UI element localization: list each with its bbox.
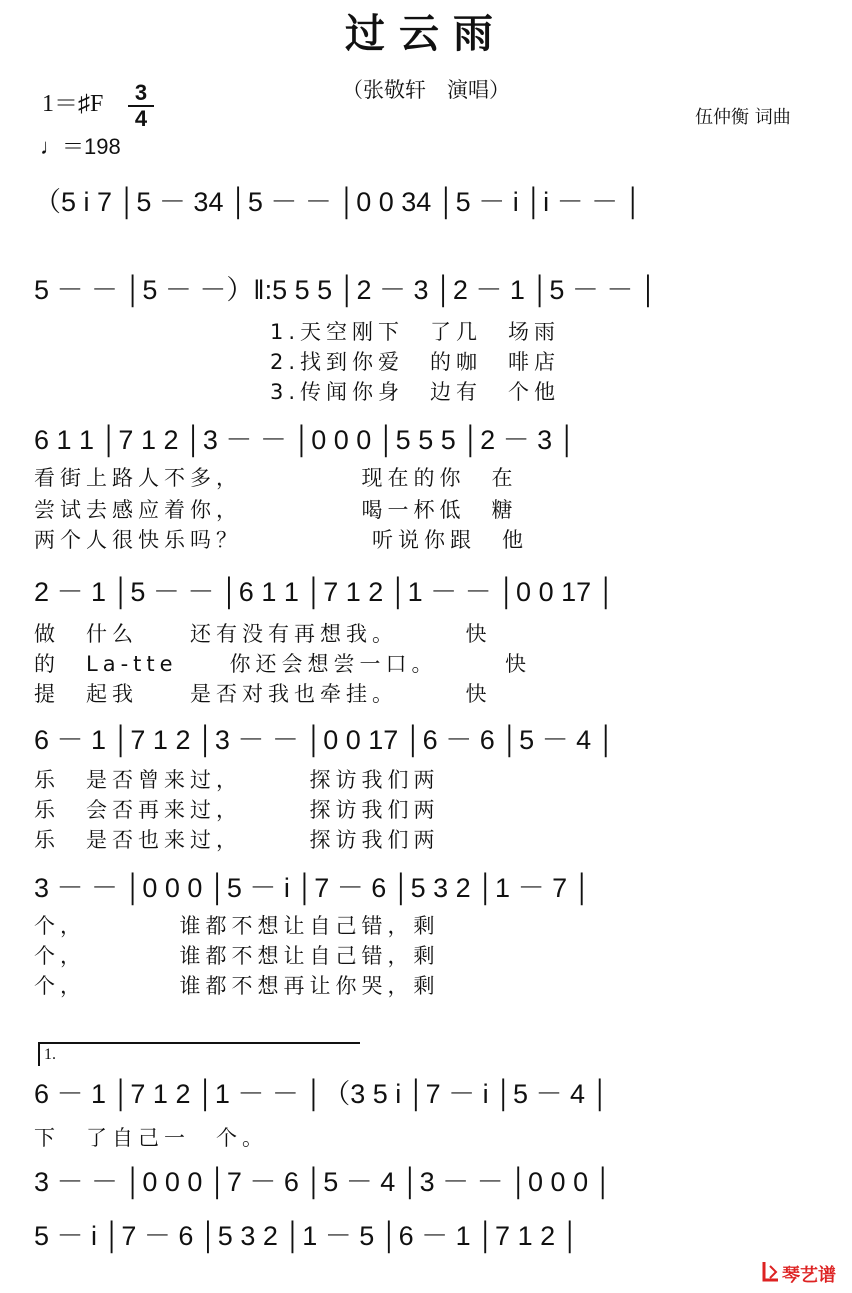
key-signature: 1＝♯F: [42, 91, 104, 117]
lyric-line: 的 La-tte 你还会想尝一口。 快: [34, 652, 532, 676]
lyric-line: 1.天空刚下 了几 场雨: [270, 320, 561, 344]
lyric-line: 乐 是否也来过， 探访我们两: [34, 828, 440, 852]
lyric-line: 个， 谁都不想让自己错，剩: [34, 944, 440, 968]
notation-row-6: 3 － － │0 0 0 │5 － i │7 － 6 │5 3 2 │1 － 7 │: [34, 873, 592, 903]
lyric-line: 2.找到你爱 的咖 啡店: [270, 350, 561, 374]
notation-row-5: 6 － 1 │7 1 2 │3 － － │0 0 17 │6 － 6 │5 － 4 │: [34, 725, 616, 755]
time-signature: 3 4: [128, 82, 154, 130]
notation-row-3: 6 1 1 │7 1 2 │3 － － │0 0 0 │5 5 5 │2 － 3 │: [34, 425, 577, 455]
lyric-line: 个， 谁都不想再让你哭，剩: [34, 974, 440, 998]
watermark-text: 琴艺谱: [782, 1265, 836, 1286]
notation-row-7: 6 － 1 │7 1 2 │1 － － │（3 5 i │7 － i │5 － 4 │: [34, 1079, 610, 1109]
lyric-line: 3.传闻你身 边有 个他: [270, 380, 561, 404]
notation-row-4: 2 － 1 │5 － － │6 1 1 │7 1 2 │1 － － │0 0 17 │: [34, 577, 616, 607]
volta-number: 1.: [44, 1046, 56, 1063]
lyric-line: 下 了自己一 个。: [34, 1126, 268, 1150]
credits: 伍仲衡 词曲: [695, 107, 791, 128]
lyric-line: 个， 谁都不想让自己错，剩: [34, 914, 440, 938]
notation-row-8: 3 － － │0 0 0 │7 － 6 │5 － 4 │3 － － │0 0 0 │: [34, 1167, 613, 1197]
volta-bracket: [38, 1042, 360, 1066]
lyric-line: 尝试去感应着你， 喝一杯低 糖: [34, 498, 518, 522]
lyric-line: 提 起我 是否对我也牵挂。 快: [34, 682, 492, 706]
lyric-line: 看街上路人不多， 现在的你 在: [34, 466, 518, 490]
lyric-line: 乐 会否再来过， 探访我们两: [34, 798, 440, 822]
notation-row-1: （5 i 7 │5 － 34 │5 － － │0 0 34 │5 － i │i － － │: [34, 187, 643, 217]
tempo-mark: ♩＝198: [40, 134, 121, 159]
watermark-logo: [760, 1258, 844, 1284]
song-title: 过云雨: [345, 10, 507, 57]
notation-row-2: 5 － － │5 － －）‖:5 5 5 │2 － 3 │2 － 1 │5 － － │: [34, 275, 658, 305]
lyric-line: 两个人很快乐吗？ 听说你跟 他: [34, 528, 528, 552]
lyric-line: 乐 是否曾来过， 探访我们两: [34, 768, 440, 792]
notation-row-9: 5 － i │7 － 6 │5 3 2 │1 － 5 │6 － 1 │7 1 2 │: [34, 1221, 580, 1251]
performer-subtitle: （张敬轩 演唱）: [342, 78, 510, 102]
lyric-line: 做 什么 还有没有再想我。 快: [34, 622, 492, 646]
